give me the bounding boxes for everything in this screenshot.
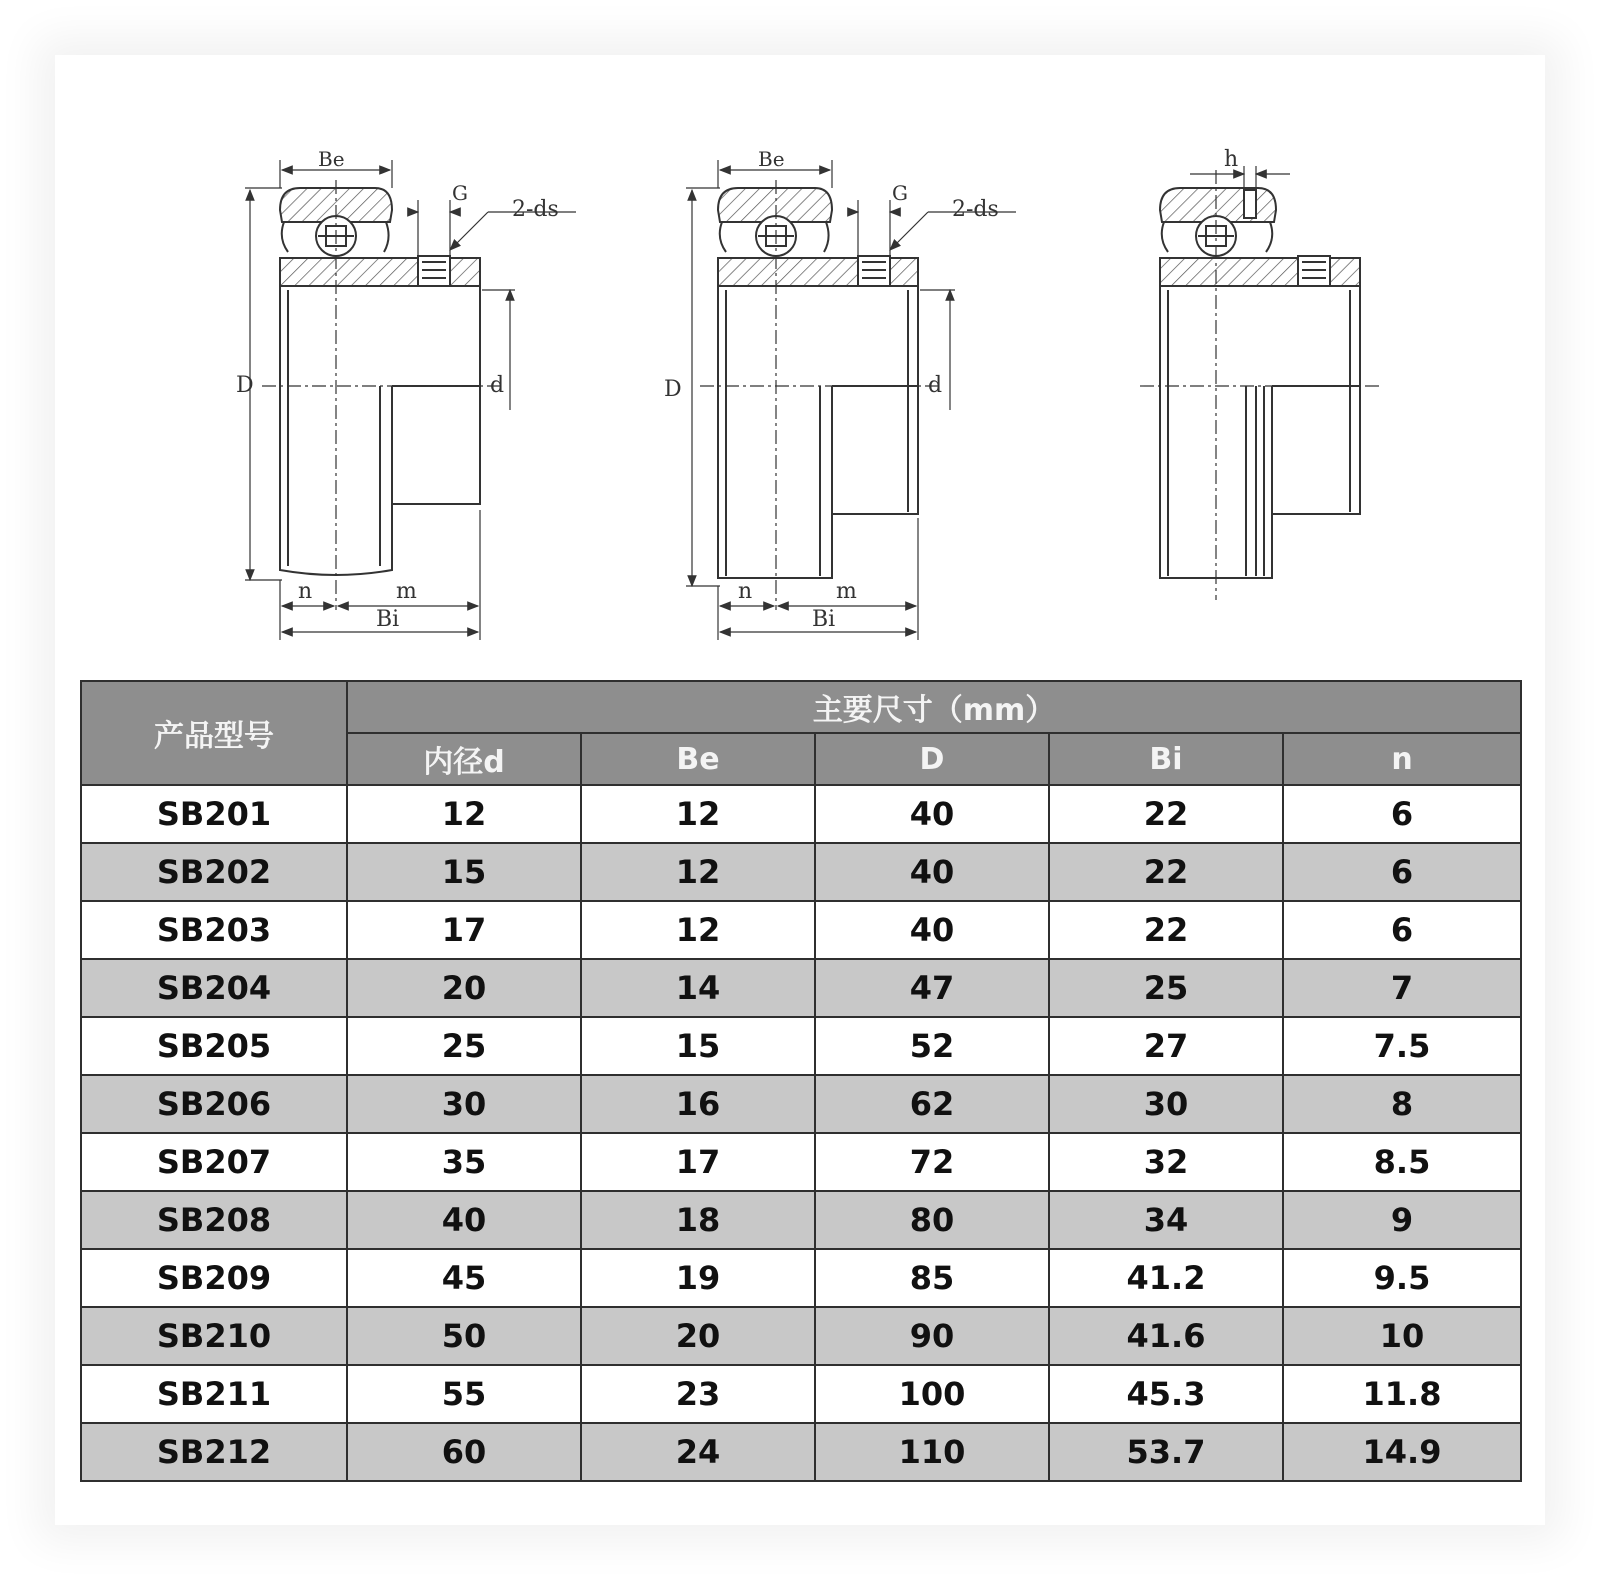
bearing-drawing-2 [686, 160, 1016, 640]
be-label: Be [318, 147, 345, 171]
value-cell: 30 [347, 1075, 581, 1133]
value-cell: 85 [815, 1249, 1049, 1307]
table-row [81, 1307, 1521, 1365]
value-cell: 9 [1283, 1191, 1521, 1249]
value-cell: 18 [581, 1191, 815, 1249]
model-header: 产品型号 [81, 681, 347, 785]
table-row [81, 959, 1521, 1017]
value-cell: 40 [815, 785, 1049, 843]
value-cell: 12 [347, 785, 581, 843]
d-outer-label: D [236, 373, 254, 398]
value-cell: 30 [1049, 1075, 1283, 1133]
column-header: D [815, 733, 1049, 785]
table-row [81, 901, 1521, 959]
value-cell: 80 [815, 1191, 1049, 1249]
value-cell: 15 [347, 843, 581, 901]
column-header: n [1283, 733, 1521, 785]
value-cell: 47 [815, 959, 1049, 1017]
spec-table [80, 680, 1522, 1482]
value-cell: 72 [815, 1133, 1049, 1191]
column-header: 内径d [347, 733, 581, 785]
bearing-drawing-1 [245, 160, 576, 640]
value-cell: 35 [347, 1133, 581, 1191]
value-cell: 62 [815, 1075, 1049, 1133]
bi-label: Bi [376, 607, 400, 632]
value-cell: 41.2 [1049, 1249, 1283, 1307]
value-cell: 7.5 [1283, 1017, 1521, 1075]
value-cell: 90 [815, 1307, 1049, 1365]
value-cell: 40 [815, 901, 1049, 959]
value-cell: 45 [347, 1249, 581, 1307]
d-inner-label: d [928, 373, 943, 398]
table-row [81, 1191, 1521, 1249]
model-cell: SB205 [81, 1017, 347, 1075]
n-label: n [738, 579, 753, 604]
value-cell: 6 [1283, 785, 1521, 843]
value-cell: 34 [1049, 1191, 1283, 1249]
g-label: G [892, 181, 908, 205]
value-cell: 60 [347, 1423, 581, 1481]
table-header-row-1 [81, 681, 1521, 733]
value-cell: 25 [1049, 959, 1283, 1017]
table-row [81, 1133, 1521, 1191]
bi-label: Bi [812, 607, 836, 632]
d-outer-label: D [664, 377, 682, 402]
value-cell: 40 [815, 843, 1049, 901]
value-cell: 11.8 [1283, 1365, 1521, 1423]
value-cell: 52 [815, 1017, 1049, 1075]
value-cell: 32 [1049, 1133, 1283, 1191]
g-label: G [452, 181, 468, 205]
value-cell: 50 [347, 1307, 581, 1365]
value-cell: 10 [1283, 1307, 1521, 1365]
ds-label: 2-ds [952, 197, 999, 222]
model-cell: SB210 [81, 1307, 347, 1365]
model-cell: SB206 [81, 1075, 347, 1133]
value-cell: 40 [347, 1191, 581, 1249]
model-cell: SB209 [81, 1249, 347, 1307]
value-cell: 25 [347, 1017, 581, 1075]
value-cell: 14 [581, 959, 815, 1017]
value-cell: 6 [1283, 901, 1521, 959]
value-cell: 17 [581, 1133, 815, 1191]
table-row [81, 1075, 1521, 1133]
n-label: n [298, 579, 313, 604]
value-cell: 8 [1283, 1075, 1521, 1133]
set-screw [1298, 256, 1330, 288]
value-cell: 24 [581, 1423, 815, 1481]
value-cell: 19 [581, 1249, 815, 1307]
table-row [81, 1423, 1521, 1481]
column-header: Bi [1049, 733, 1283, 785]
value-cell: 55 [347, 1365, 581, 1423]
value-cell: 12 [581, 843, 815, 901]
model-cell: SB202 [81, 843, 347, 901]
set-screw [858, 256, 890, 288]
technical-drawings [0, 0, 1600, 680]
group-header: 主要尺寸（mm） [347, 681, 1521, 733]
model-cell: SB204 [81, 959, 347, 1017]
table-row [81, 1365, 1521, 1423]
value-cell: 9.5 [1283, 1249, 1521, 1307]
model-cell: SB211 [81, 1365, 347, 1423]
value-cell: 8.5 [1283, 1133, 1521, 1191]
value-cell: 17 [347, 901, 581, 959]
value-cell: 20 [581, 1307, 815, 1365]
table-row [81, 785, 1521, 843]
value-cell: 20 [347, 959, 581, 1017]
column-header: Be [581, 733, 815, 785]
value-cell: 45.3 [1049, 1365, 1283, 1423]
d-inner-label: d [490, 373, 505, 398]
table-body [81, 785, 1521, 1481]
m-label: m [396, 579, 417, 604]
model-cell: SB203 [81, 901, 347, 959]
value-cell: 53.7 [1049, 1423, 1283, 1481]
ds-label: 2-ds [512, 197, 559, 222]
value-cell: 22 [1049, 785, 1283, 843]
model-cell: SB201 [81, 785, 347, 843]
table-row [81, 1017, 1521, 1075]
table-row [81, 1249, 1521, 1307]
m-label: m [836, 579, 857, 604]
bearing-drawing-3 [1140, 166, 1380, 600]
value-cell: 6 [1283, 843, 1521, 901]
set-screw [418, 256, 450, 288]
value-cell: 7 [1283, 959, 1521, 1017]
value-cell: 22 [1049, 843, 1283, 901]
value-cell: 100 [815, 1365, 1049, 1423]
model-cell: SB212 [81, 1423, 347, 1481]
value-cell: 16 [581, 1075, 815, 1133]
value-cell: 14.9 [1283, 1423, 1521, 1481]
value-cell: 12 [581, 785, 815, 843]
h-label: h [1224, 147, 1239, 172]
be-label: Be [758, 147, 785, 171]
value-cell: 22 [1049, 901, 1283, 959]
value-cell: 27 [1049, 1017, 1283, 1075]
value-cell: 110 [815, 1423, 1049, 1481]
value-cell: 12 [581, 901, 815, 959]
value-cell: 15 [581, 1017, 815, 1075]
model-cell: SB208 [81, 1191, 347, 1249]
value-cell: 41.6 [1049, 1307, 1283, 1365]
table-row [81, 843, 1521, 901]
model-cell: SB207 [81, 1133, 347, 1191]
value-cell: 23 [581, 1365, 815, 1423]
